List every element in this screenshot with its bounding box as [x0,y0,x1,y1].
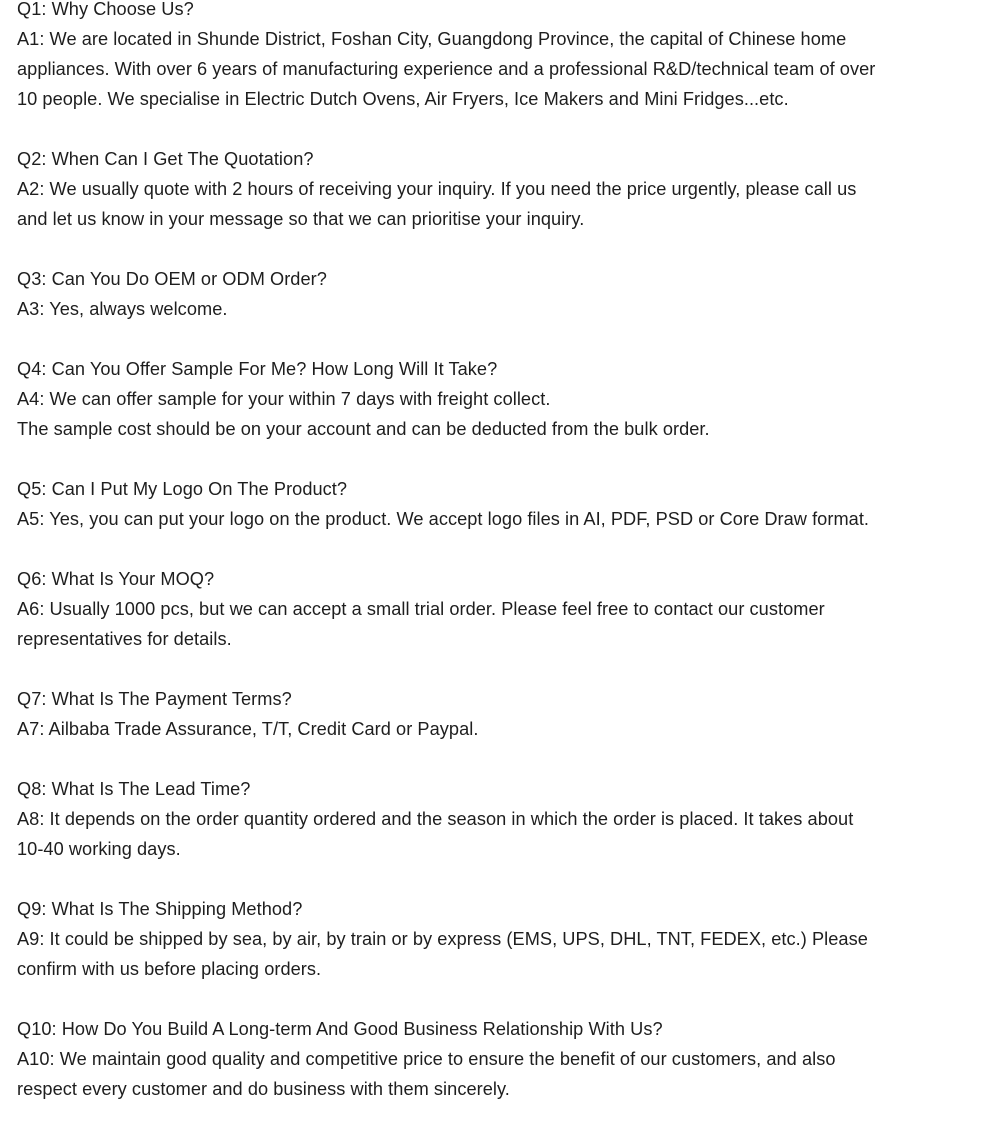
faq-question: Q2: When Can I Get The Quotation? [17,149,314,169]
faq-answer-line: A1: We are located in Shunde District, Foshan City, Guangdong Province, the capital of Chinese home [17,29,847,49]
faq-answer-line: respect every customer and do business with them sincerely. [17,1079,510,1099]
faq-answer-line: 10-40 working days. [17,839,181,859]
faq-item-9 [17,894,995,984]
faq-answer-line: A8: It depends on the order quantity ordered and the season in which the order is placed. It takes about [17,809,854,829]
faq-item-10 [17,1014,995,1104]
faq-question: Q7: What Is The Payment Terms? [17,689,292,709]
faq-list [17,0,995,1134]
faq-answer-line: 10 people. We specialise in Electric Dutch Ovens, Air Fryers, Ice Makers and Mini Fridges...etc. [17,89,789,109]
faq-answer-line: appliances. With over 6 years of manufacturing experience and a professional R&D/technical team of over [17,59,876,79]
faq-question: Q1: Why Choose Us? [17,0,194,19]
faq-question: Q10: How Do You Build A Long-term And Good Business Relationship With Us? [17,1019,663,1039]
faq-question: Q6: What Is Your MOQ? [17,569,215,589]
faq-answer-line: and let us know in your message so that we can prioritise your inquiry. [17,209,585,229]
faq-answer-line: The sample cost should be on your account and can be deducted from the bulk order. [17,419,710,439]
faq-answer-line: A5: Yes, you can put your logo on the product. We accept logo files in AI, PDF, PSD or Core Draw format. [17,509,870,529]
faq-item-6 [17,564,995,654]
faq-question: Q5: Can I Put My Logo On The Product? [17,479,348,499]
faq-question: Q9: What Is The Shipping Method? [17,899,303,919]
faq-answer-line: A3: Yes, always welcome. [17,299,228,319]
faq-answer-line: A2: We usually quote with 2 hours of receiving your inquiry. If you need the price urgently, please call us [17,179,857,199]
faq-answer-line: A4: We can offer sample for your within 7 days with freight collect. [17,389,551,409]
faq-answer-line: A10: We maintain good quality and competitive price to ensure the benefit of our customers, and also [17,1049,836,1069]
faq-item-8 [17,774,995,864]
faq-answer-line: A7: Ailbaba Trade Assurance, T/T, Credit Card or Paypal. [17,719,479,739]
faq-item-5 [17,474,995,534]
faq-answer-line: A6: Usually 1000 pcs, but we can accept a small trial order. Please feel free to contact our customer [17,599,825,619]
faq-item-3 [17,264,995,324]
faq-answer-line: representatives for details. [17,629,232,649]
faq-question: Q8: What Is The Lead Time? [17,779,251,799]
faq-item-7 [17,684,995,744]
faq-item-4 [17,354,995,444]
faq-question: Q4: Can You Offer Sample For Me? How Long Will It Take? [17,359,498,379]
faq-answer-line: A9: It could be shipped by sea, by air, by train or by express (EMS, UPS, DHL, TNT, FEDEX, etc.) Please [17,929,868,949]
faq-question: Q3: Can You Do OEM or ODM Order? [17,269,327,289]
faq-item-1 [17,0,995,114]
faq-item-2 [17,144,995,234]
faq-answer-line: confirm with us before placing orders. [17,959,322,979]
